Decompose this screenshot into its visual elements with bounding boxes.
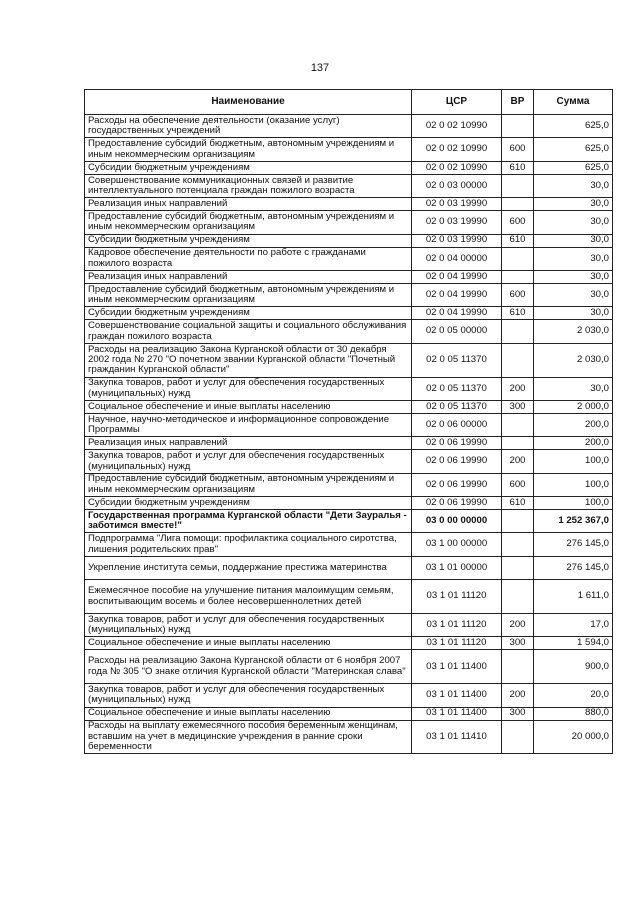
cell-csr: 02 0 05 11370 — [412, 377, 502, 400]
table-row — [85, 161, 613, 174]
header-sum: Сумма — [534, 90, 613, 115]
cell-vr: 300 — [502, 707, 534, 720]
cell-sum: 20,0 — [534, 684, 613, 707]
cell-name: Подпрограмма "Лига помощи: профилактика социального сиротства, лишения родительских прав" — [85, 533, 412, 556]
cell-vr: 600 — [502, 211, 534, 234]
cell-name: Субсидии бюджетным учреждениям — [85, 497, 412, 510]
cell-csr: 02 0 06 19990 — [412, 437, 502, 450]
cell-csr: 03 0 00 00000 — [412, 510, 502, 533]
cell-sum: 17,0 — [534, 614, 613, 637]
cell-name: Ежемесячное пособие на улучшение питания малоимущим семьям, воспитывающим восемь и более несовершеннолетних детей — [85, 580, 412, 614]
cell-vr: 610 — [502, 161, 534, 174]
cell-sum: 30,0 — [534, 270, 613, 283]
table-row — [85, 247, 613, 270]
cell-sum: 200,0 — [534, 437, 613, 450]
cell-sum: 880,0 — [534, 707, 613, 720]
cell-name: Расходы на выплату ежемесячного пособия беременным женщинам, вставшим на учет в медицинские учреждения в ранние сроки беременности — [85, 720, 412, 754]
cell-csr: 02 0 04 00000 — [412, 247, 502, 270]
cell-name: Расходы на реализацию Закона Курганской области от 6 ноября 2007 года № 305 "О знаке отличия Курганской области "Материнская слава" — [85, 650, 412, 684]
cell-csr: 03 1 01 11400 — [412, 650, 502, 684]
cell-sum: 30,0 — [534, 198, 613, 211]
cell-sum: 1 252 367,0 — [534, 510, 613, 533]
page-number: 137 — [310, 62, 330, 74]
cell-vr: 600 — [502, 473, 534, 496]
cell-sum: 2 030,0 — [534, 320, 613, 343]
table-row — [85, 198, 613, 211]
cell-csr: 02 0 06 19990 — [412, 497, 502, 510]
cell-name: Реализация иных направлений — [85, 198, 412, 211]
cell-sum: 30,0 — [534, 174, 613, 197]
cell-csr: 02 0 05 11370 — [412, 343, 502, 377]
cell-csr: 03 1 01 11400 — [412, 684, 502, 707]
table-row — [85, 234, 613, 247]
cell-vr: 200 — [502, 450, 534, 473]
cell-name: Расходы на реализацию Закона Курганской области от 30 декабря 2002 года № 270 "О почетном звании Курганской области "Почетный гражданин Курганской области" — [85, 343, 412, 377]
cell-sum: 276 145,0 — [534, 556, 613, 579]
cell-vr — [502, 650, 534, 684]
cell-name: Закупка товаров, работ и услуг для обеспечения государственных (муниципальных) нужд — [85, 614, 412, 637]
cell-vr: 600 — [502, 283, 534, 306]
cell-vr — [502, 270, 534, 283]
cell-name: Предоставление субсидий бюджетным, автономным учреждениям и иным некоммерческим организациям — [85, 283, 412, 306]
cell-csr: 02 0 04 19990 — [412, 307, 502, 320]
table-row — [85, 580, 613, 614]
table-header-row — [85, 90, 613, 115]
cell-csr: 02 0 02 10990 — [412, 161, 502, 174]
cell-csr: 02 0 02 10990 — [412, 138, 502, 161]
table-row — [85, 720, 613, 754]
cell-vr — [502, 437, 534, 450]
cell-name: Реализация иных направлений — [85, 270, 412, 283]
cell-vr: 200 — [502, 684, 534, 707]
cell-vr — [502, 413, 534, 436]
cell-vr — [502, 580, 534, 614]
cell-sum: 200,0 — [534, 413, 613, 436]
cell-csr: 03 1 01 11410 — [412, 720, 502, 754]
budget-table — [84, 89, 613, 754]
cell-sum: 2 000,0 — [534, 400, 613, 413]
cell-name: Укрепление института семьи, поддержание престижа материнства — [85, 556, 412, 579]
table-row — [85, 307, 613, 320]
cell-sum: 20 000,0 — [534, 720, 613, 754]
cell-name: Научное, научно-методическое и информационное сопровождение Программы — [85, 413, 412, 436]
cell-vr: 300 — [502, 400, 534, 413]
cell-vr — [502, 115, 534, 138]
cell-sum: 276 145,0 — [534, 533, 613, 556]
cell-csr: 02 0 03 19990 — [412, 234, 502, 247]
table-row — [85, 400, 613, 413]
table-row — [85, 510, 613, 533]
cell-vr: 200 — [502, 614, 534, 637]
cell-csr: 03 1 00 00000 — [412, 533, 502, 556]
cell-vr — [502, 247, 534, 270]
cell-csr: 02 0 06 19990 — [412, 473, 502, 496]
table-row — [85, 377, 613, 400]
cell-name: Закупка товаров, работ и услуг для обеспечения государственных (муниципальных) нужд — [85, 377, 412, 400]
cell-sum: 1 594,0 — [534, 637, 613, 650]
cell-name: Закупка товаров, работ и услуг для обеспечения государственных (муниципальных) нужд — [85, 684, 412, 707]
cell-name: Кадровое обеспечение деятельности по работе с гражданами пожилого возраста — [85, 247, 412, 270]
cell-csr: 03 1 01 11120 — [412, 580, 502, 614]
cell-vr — [502, 198, 534, 211]
cell-vr — [502, 556, 534, 579]
cell-name: Предоставление субсидий бюджетным, автономным учреждениям и иным некоммерческим организациям — [85, 211, 412, 234]
cell-name: Социальное обеспечение и иные выплаты населению — [85, 637, 412, 650]
table-row — [85, 684, 613, 707]
cell-csr: 03 1 01 11120 — [412, 614, 502, 637]
table-row — [85, 556, 613, 579]
table-row — [85, 637, 613, 650]
cell-sum: 30,0 — [534, 283, 613, 306]
table-row — [85, 497, 613, 510]
cell-vr — [502, 533, 534, 556]
cell-sum: 30,0 — [534, 234, 613, 247]
table-row — [85, 343, 613, 377]
cell-sum: 30,0 — [534, 211, 613, 234]
cell-name: Субсидии бюджетным учреждениям — [85, 307, 412, 320]
cell-sum: 2 030,0 — [534, 343, 613, 377]
cell-name: Субсидии бюджетным учреждениям — [85, 161, 412, 174]
cell-csr: 02 0 02 10990 — [412, 115, 502, 138]
cell-vr: 600 — [502, 138, 534, 161]
cell-csr: 02 0 03 19990 — [412, 211, 502, 234]
cell-name: Государственная программа Курганской области "Дети Зауралья - заботимся вместе!" — [85, 510, 412, 533]
cell-csr: 03 1 01 11120 — [412, 637, 502, 650]
table-row — [85, 138, 613, 161]
cell-name: Реализация иных направлений — [85, 437, 412, 450]
cell-vr — [502, 174, 534, 197]
cell-sum: 1 611,0 — [534, 580, 613, 614]
cell-sum: 625,0 — [534, 115, 613, 138]
header-csr: ЦСР — [412, 90, 502, 115]
table-row — [85, 320, 613, 343]
cell-name: Расходы на обеспечение деятельности (оказание услуг) государственных учреждений — [85, 115, 412, 138]
cell-vr: 610 — [502, 234, 534, 247]
table-row — [85, 174, 613, 197]
table-row — [85, 650, 613, 684]
cell-csr: 02 0 06 00000 — [412, 413, 502, 436]
cell-sum: 30,0 — [534, 307, 613, 320]
cell-vr: 300 — [502, 637, 534, 650]
table-row — [85, 283, 613, 306]
table-row — [85, 115, 613, 138]
cell-vr — [502, 510, 534, 533]
cell-name: Социальное обеспечение и иные выплаты населению — [85, 400, 412, 413]
cell-name: Совершенствование социальной защиты и социального обслуживания граждан пожилого возраста — [85, 320, 412, 343]
cell-sum: 100,0 — [534, 497, 613, 510]
cell-vr — [502, 320, 534, 343]
cell-vr: 200 — [502, 377, 534, 400]
table-row — [85, 473, 613, 496]
cell-sum: 625,0 — [534, 138, 613, 161]
header-name: Наименование — [85, 90, 412, 115]
table-row — [85, 707, 613, 720]
cell-name: Предоставление субсидий бюджетным, автономным учреждениям и иным некоммерческим организациям — [85, 473, 412, 496]
cell-csr: 02 0 04 19990 — [412, 270, 502, 283]
cell-sum: 30,0 — [534, 377, 613, 400]
cell-csr: 02 0 06 19990 — [412, 450, 502, 473]
cell-csr: 03 1 01 11400 — [412, 707, 502, 720]
table-row — [85, 413, 613, 436]
cell-name: Предоставление субсидий бюджетным, автономным учреждениям и иным некоммерческим организациям — [85, 138, 412, 161]
cell-vr: 610 — [502, 497, 534, 510]
cell-vr — [502, 720, 534, 754]
table-row — [85, 211, 613, 234]
table-row — [85, 533, 613, 556]
cell-sum: 30,0 — [534, 247, 613, 270]
cell-name: Закупка товаров, работ и услуг для обеспечения государственных (муниципальных) нужд — [85, 450, 412, 473]
cell-csr: 02 0 03 00000 — [412, 174, 502, 197]
table-row — [85, 614, 613, 637]
header-vr: ВР — [502, 90, 534, 115]
cell-csr: 02 0 04 19990 — [412, 283, 502, 306]
cell-vr — [502, 343, 534, 377]
table-body — [85, 115, 613, 754]
table-row — [85, 450, 613, 473]
cell-sum: 625,0 — [534, 161, 613, 174]
cell-csr: 02 0 05 11370 — [412, 400, 502, 413]
cell-csr: 02 0 03 19990 — [412, 198, 502, 211]
table-row — [85, 437, 613, 450]
cell-sum: 100,0 — [534, 473, 613, 496]
cell-csr: 02 0 05 00000 — [412, 320, 502, 343]
table-row — [85, 270, 613, 283]
cell-name: Социальное обеспечение и иные выплаты населению — [85, 707, 412, 720]
cell-sum: 100,0 — [534, 450, 613, 473]
cell-name: Совершенствование коммуникационных связей и развитие интеллектуального потенциала граждан пожилого возраста — [85, 174, 412, 197]
cell-vr: 610 — [502, 307, 534, 320]
cell-csr: 03 1 01 00000 — [412, 556, 502, 579]
cell-name: Субсидии бюджетным учреждениям — [85, 234, 412, 247]
cell-sum: 900,0 — [534, 650, 613, 684]
